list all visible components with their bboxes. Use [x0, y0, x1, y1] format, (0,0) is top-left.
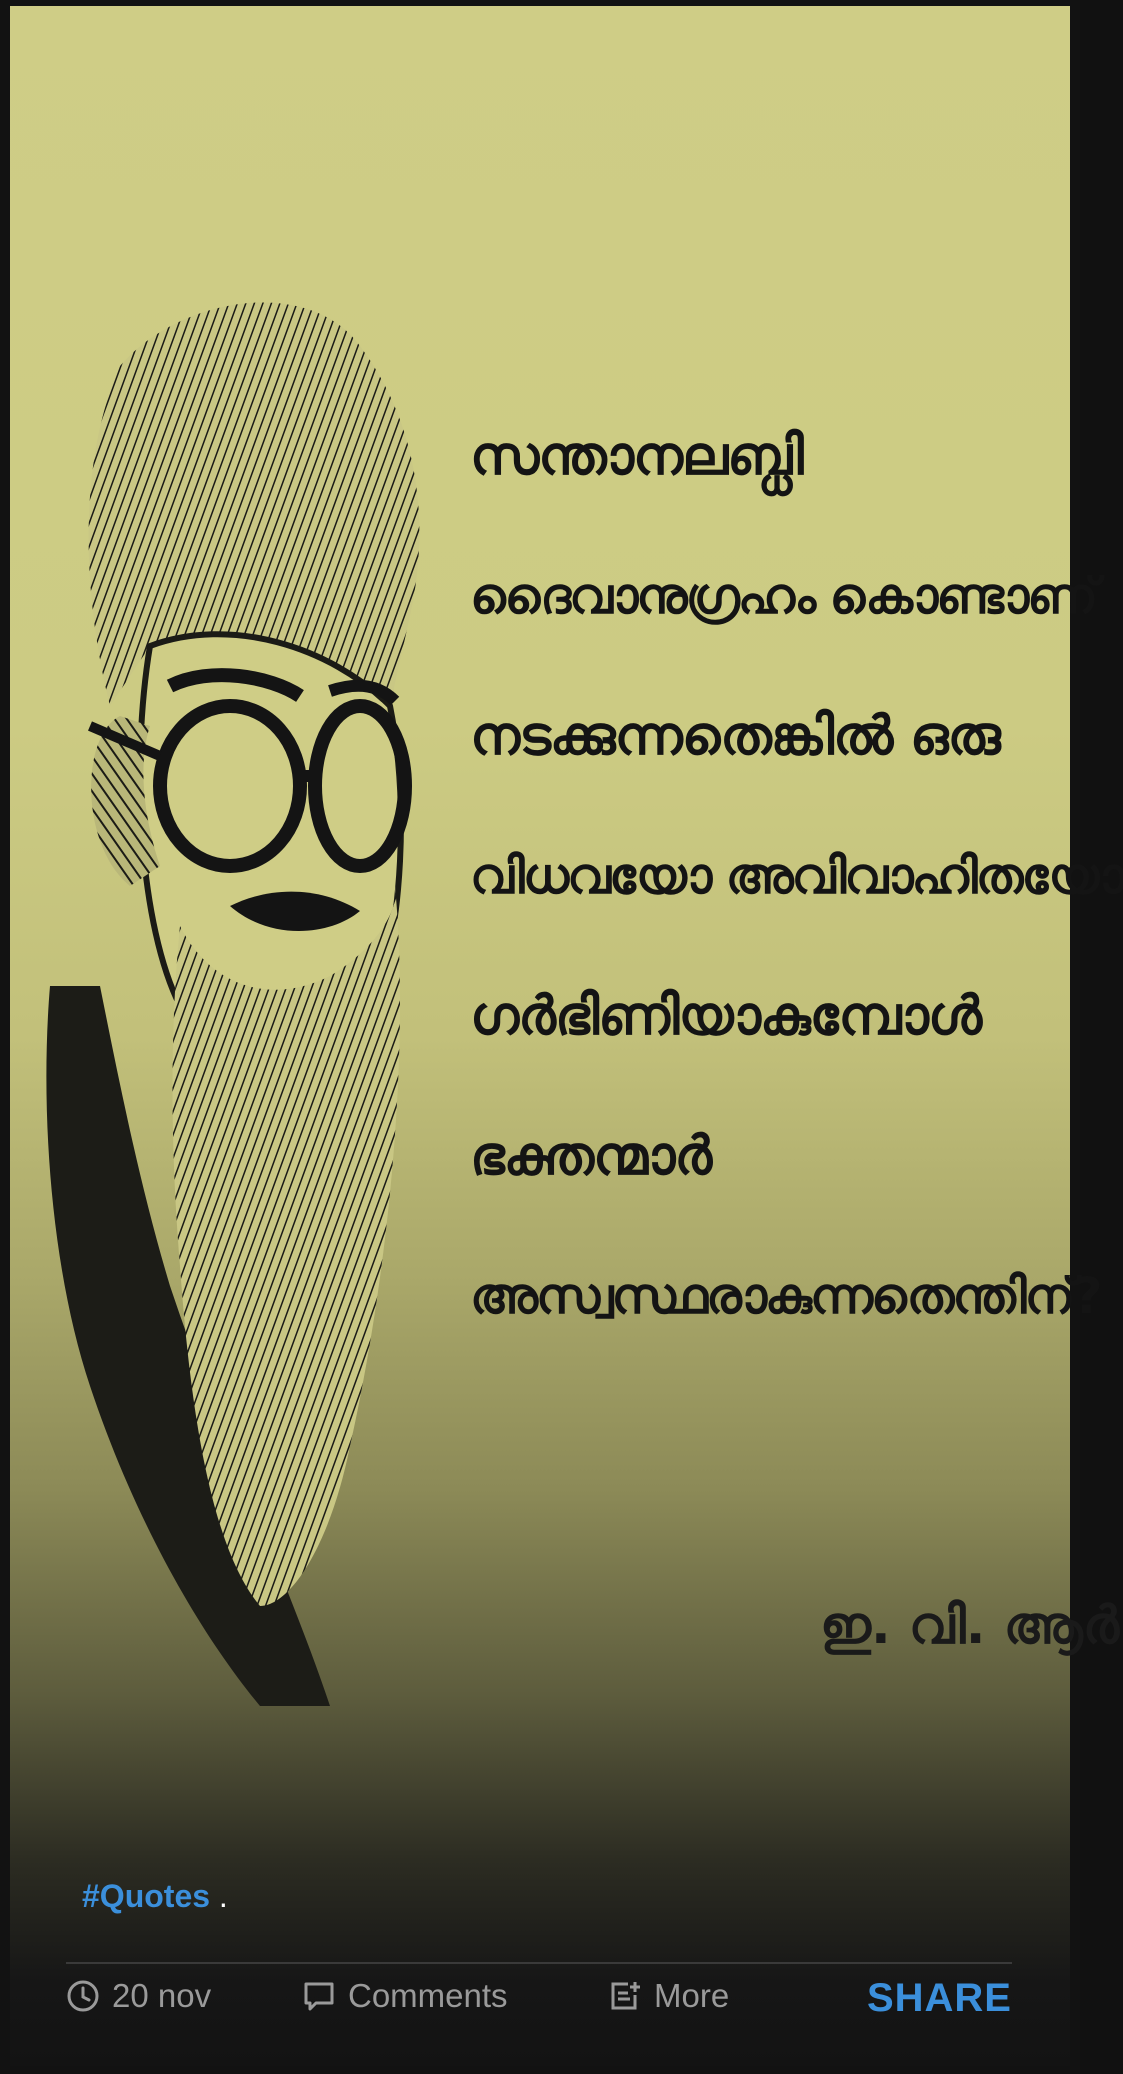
more-edit-icon — [608, 1979, 642, 2013]
portrait-illustration — [30, 286, 490, 1726]
clock-icon — [66, 1979, 100, 2013]
more-button[interactable] — [608, 1968, 729, 2024]
comment-icon — [302, 1979, 336, 2013]
quote-line: ഭക്തന്മാർ — [470, 1124, 712, 1187]
quote-line: അസ്വസ്ഥരാകുന്നതെന്തിന്? — [470, 1267, 1101, 1325]
comments-button[interactable] — [302, 1968, 508, 2024]
post-footer — [66, 1968, 1012, 2024]
quote-line: സന്താനലബ്ധി — [470, 424, 803, 487]
quote-image[interactable] — [10, 6, 1123, 2066]
quote-text — [470, 386, 1123, 1366]
date-label: 20 nov — [112, 1977, 212, 2014]
hashtag-link[interactable]: #Quotes — [82, 1878, 211, 1914]
comments-label: Comments — [348, 1977, 508, 2014]
quote-line: ദൈവാനുഗ്രഹം കൊണ്ടാണ് — [470, 567, 1097, 625]
divider — [66, 1962, 1012, 1964]
quote-line: നടക്കുന്നതെങ്കിൽ ഒരു — [470, 704, 1000, 767]
hashtag-suffix: . — [218, 1878, 228, 1914]
hashtag-row — [82, 1878, 228, 1915]
quote-line: വിധവയോ അവിവാഹിതയോ — [470, 847, 1123, 905]
post-date — [66, 1968, 211, 2024]
share-button[interactable]: SHARE — [866, 1976, 1012, 2020]
more-label: More — [654, 1977, 730, 2014]
quote-author: ഇ. വി. ആർ — [820, 1596, 1120, 1656]
quote-line: ഗർഭിണിയാകുമ്പോൾ — [470, 984, 982, 1047]
